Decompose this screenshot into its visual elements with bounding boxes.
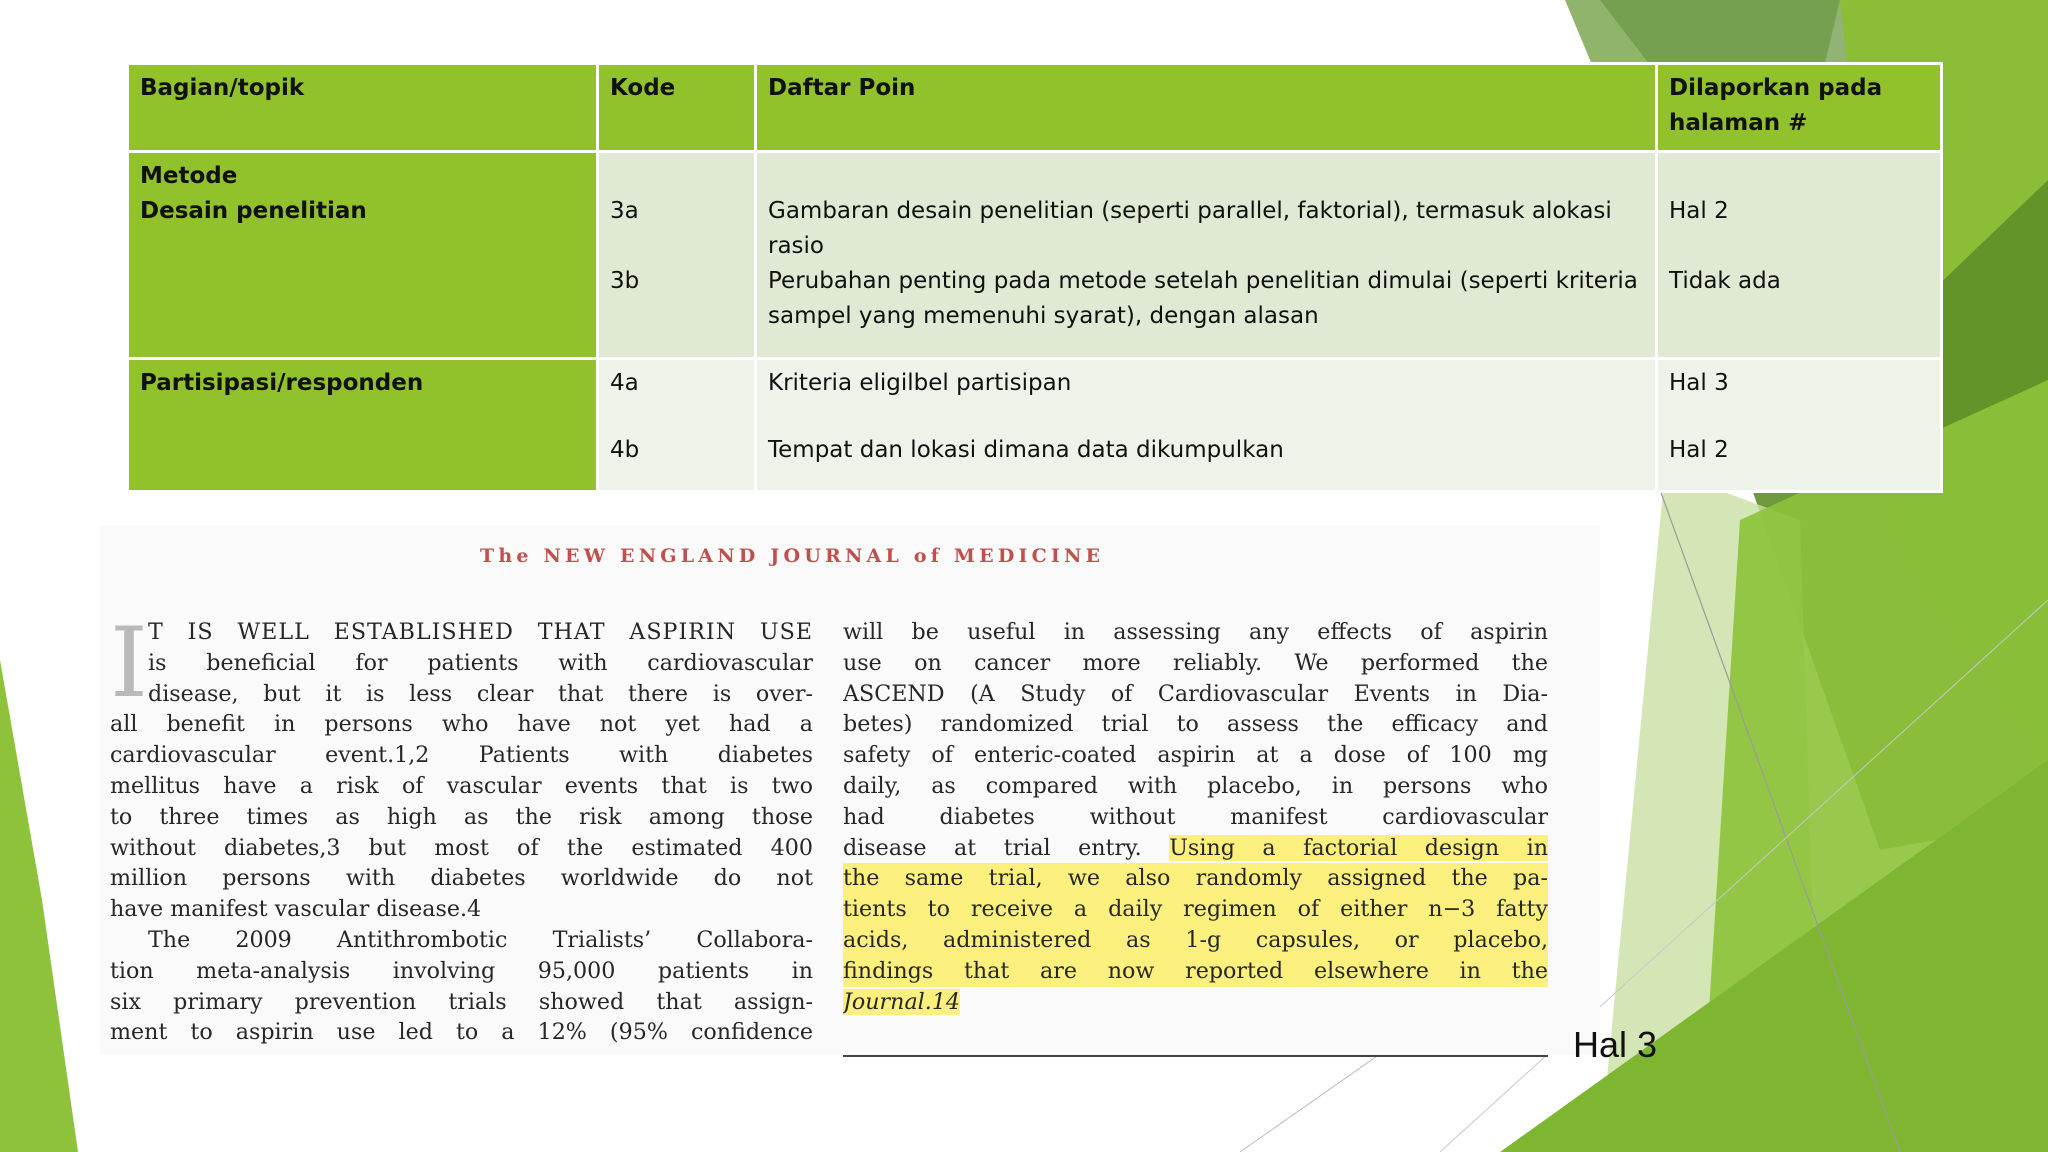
journal-line: betes) randomized trial to assess the efficacy and — [843, 711, 1548, 738]
page-4b: Hal 2 — [1669, 437, 1729, 463]
table-header-row — [128, 64, 1942, 152]
journal-line: mellitus have a risk of vascular events that is two — [110, 772, 813, 799]
section-cell — [128, 152, 598, 359]
journal-line: without diabetes,3 but most of the estimated 400 — [110, 834, 813, 861]
journal-line: ment to aspirin use led to a 12% (95% confidence — [110, 1019, 813, 1046]
header-code: Kode — [598, 64, 756, 152]
header-items: Daftar Poin — [756, 64, 1657, 152]
code-4b: 4b — [610, 437, 640, 463]
journal-line: all benefit in persons who have not yet had a — [110, 711, 813, 738]
journal-line: safety of enteric-coated aspirin at a dose of 100 mg — [843, 742, 1548, 769]
journal-line: cardiovascular event.1,2 Patients with diabetes — [110, 742, 813, 769]
page-4a: Hal 3 — [1669, 370, 1729, 396]
shard-left — [0, 660, 78, 1152]
items-cell — [756, 359, 1657, 492]
header-section: Bagian/topik — [128, 64, 598, 152]
journal-masthead: The NEW ENGLAND JOURNAL of MEDICINE — [480, 545, 1105, 567]
section-label: Metode — [140, 163, 238, 189]
header-page: Dilaporkan pada halaman # — [1657, 64, 1942, 152]
table-row-methods — [128, 152, 1942, 359]
highlighted-line: tients to receive a daily regimen of either n−3 fatty — [843, 894, 1548, 925]
items-cell — [756, 152, 1657, 359]
checklist-table — [126, 62, 1943, 493]
code-4a: 4a — [610, 370, 639, 396]
journal-line: T IS WELL ESTABLISHED THAT ASPIRIN USE — [148, 619, 813, 645]
code-cell — [598, 359, 756, 492]
journal-line: is beneficial for patients with cardiovascular — [148, 649, 813, 676]
journal-line: ASCEND (A Study of Cardiovascular Events in Dia- — [843, 680, 1548, 707]
code-cell — [598, 152, 756, 359]
highlighted-text: Using a factorial design in — [1169, 834, 1548, 861]
page-3a: Hal 2 — [1669, 198, 1729, 224]
highlighted-line: the same trial, we also randomly assigned the pa- — [843, 863, 1548, 894]
journal-line: six primary prevention trials showed that assign- — [110, 988, 813, 1015]
section-label: Desain penelitian — [140, 198, 367, 224]
page-cell — [1657, 359, 1942, 492]
section-cell — [128, 359, 598, 492]
journal-line: million persons with diabetes worldwide do not — [110, 865, 813, 892]
journal-left-column — [110, 607, 813, 1048]
code-3b: 3b — [610, 268, 640, 294]
table-row-participants — [128, 359, 1942, 492]
section-label: Partisipasi/responden — [140, 370, 424, 396]
drop-cap: I — [110, 607, 148, 719]
journal-line: to three times as high as the risk among those — [110, 803, 813, 830]
journal-line — [843, 987, 1548, 1018]
page-cell — [1657, 152, 1942, 359]
page-3b: Tidak ada — [1669, 268, 1781, 294]
journal-excerpt-image — [100, 525, 1600, 1055]
journal-text: disease at trial entry. — [843, 834, 1142, 861]
highlighted-line: acids, administered as 1-g capsules, or placebo, — [843, 925, 1548, 956]
journal-right-column — [843, 617, 1548, 1017]
item-3a: Gambaran desain penelitian (seperti parallel, faktorial), termasuk alokasi rasio — [768, 198, 1612, 259]
item-4b: Tempat dan lokasi dimana data dikumpulkan — [768, 437, 1284, 463]
page-reference-label: Hal 3 — [1573, 1024, 1658, 1065]
journal-line: have manifest vascular disease.4 — [110, 896, 482, 923]
journal-line: tion meta-analysis involving 95,000 patients in — [110, 957, 813, 984]
item-3b: Perubahan penting pada metode setelah penelitian dimulai (seperti kriteria sampel yang memenuhi syarat), dengan alasan — [768, 268, 1638, 329]
journal-line: disease, but it is less clear that there is over- — [148, 680, 813, 707]
journal-line: The 2009 Antithrombotic Trialists’ Collabora- — [148, 926, 813, 953]
journal-line: will be useful in assessing any effects of aspirin — [843, 619, 1548, 645]
column-rule — [843, 1055, 1548, 1057]
journal-line: daily, as compared with placebo, in persons who — [843, 772, 1548, 799]
journal-line-mixed — [843, 833, 1548, 864]
journal-line: had diabetes without manifest cardiovascular — [843, 803, 1548, 830]
highlighted-text: Journal.14 — [843, 988, 961, 1015]
highlighted-line: findings that are now reported elsewhere in the — [843, 956, 1548, 987]
item-4a: Kriteria eligilbel partisipan — [768, 370, 1072, 396]
code-3a: 3a — [610, 198, 639, 224]
journal-line: use on cancer more reliably. We performed the — [843, 649, 1548, 676]
